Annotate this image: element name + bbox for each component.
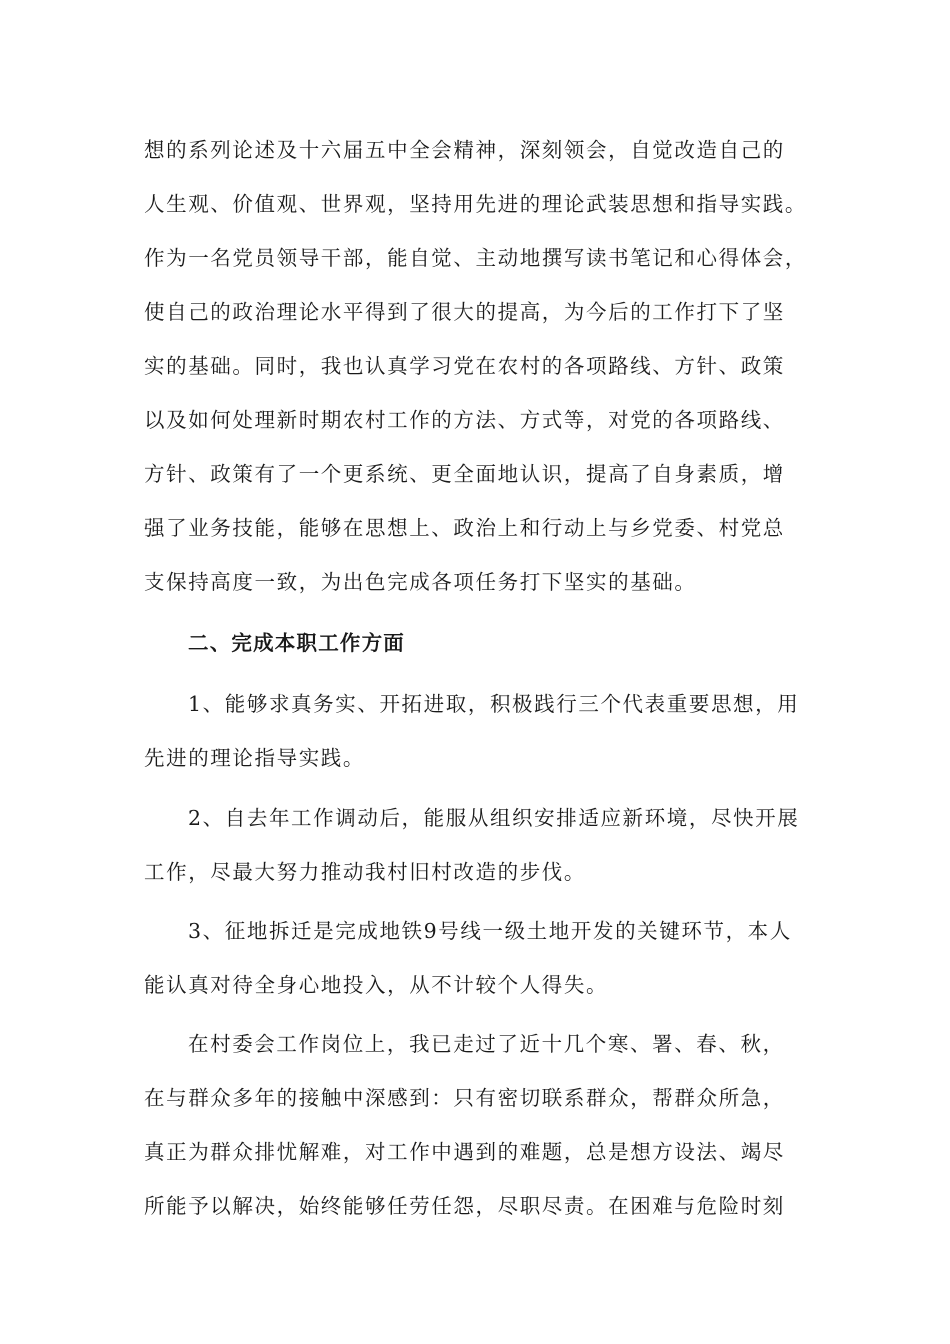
list-item-line: 先进的理论指导实践。 <box>144 746 365 770</box>
paragraph-line: 方针、政策有了一个更系统、更全面地认识，提高了自身素质，增 <box>144 462 785 486</box>
list-item-line: 1、能够求真务实、开拓进取，积极践行三个代表重要思想，用 <box>188 692 800 716</box>
paragraph-line: 想的系列论述及十六届五中全会精神，深刻领会，自觉改造自己的 <box>144 138 785 162</box>
section-heading: 二、完成本职工作方面 <box>188 631 405 655</box>
paragraph-line: 支保持高度一致，为出色完成各项任务打下坚实的基础。 <box>144 570 697 594</box>
paragraph-line: 所能予以解决，始终能够任劳任怨，尽职尽责。在困难与危险时刻 <box>144 1194 785 1218</box>
list-item-line: 能认真对待全身心地投入，从不计较个人得失。 <box>144 973 609 997</box>
paragraph-line: 真正为群众排忧解难，对工作中遇到的难题，总是想方设法、竭尽 <box>144 1140 785 1164</box>
paragraph-line: 在与群众多年的接触中深感到：只有密切联系群众，帮群众所急， <box>144 1086 785 1110</box>
paragraph-line: 强了业务技能，能够在思想上、政治上和行动上与乡党委、村党总 <box>144 516 785 540</box>
list-item-line: 工作，尽最大努力推动我村旧村改造的步伐。 <box>144 860 586 884</box>
paragraph-line: 实的基础。同时，我也认真学习党在农村的各项路线、方针、政策 <box>144 354 785 378</box>
paragraph-line: 人生观、价值观、世界观，坚持用先进的理论武装思想和指导实践。 <box>144 192 807 216</box>
list-item-line: 2、自去年工作调动后，能服从组织安排适应新环境，尽快开展 <box>188 806 800 830</box>
list-item-line: 3、征地拆迁是完成地铁9号线一级土地开发的关键环节，本人 <box>188 919 792 943</box>
paragraph-line: 作为一名党员领导干部，能自觉、主动地撰写读书笔记和心得体会， <box>144 246 807 270</box>
paragraph-line: 以及如何处理新时期农村工作的方法、方式等，对党的各项路线、 <box>144 408 785 432</box>
paragraph-line: 使自己的政治理论水平得到了很大的提高，为今后的工作打下了坚 <box>144 300 785 324</box>
paragraph-line: 在村委会工作岗位上，我已走过了近十几个寒、署、春、秋， <box>188 1032 785 1056</box>
